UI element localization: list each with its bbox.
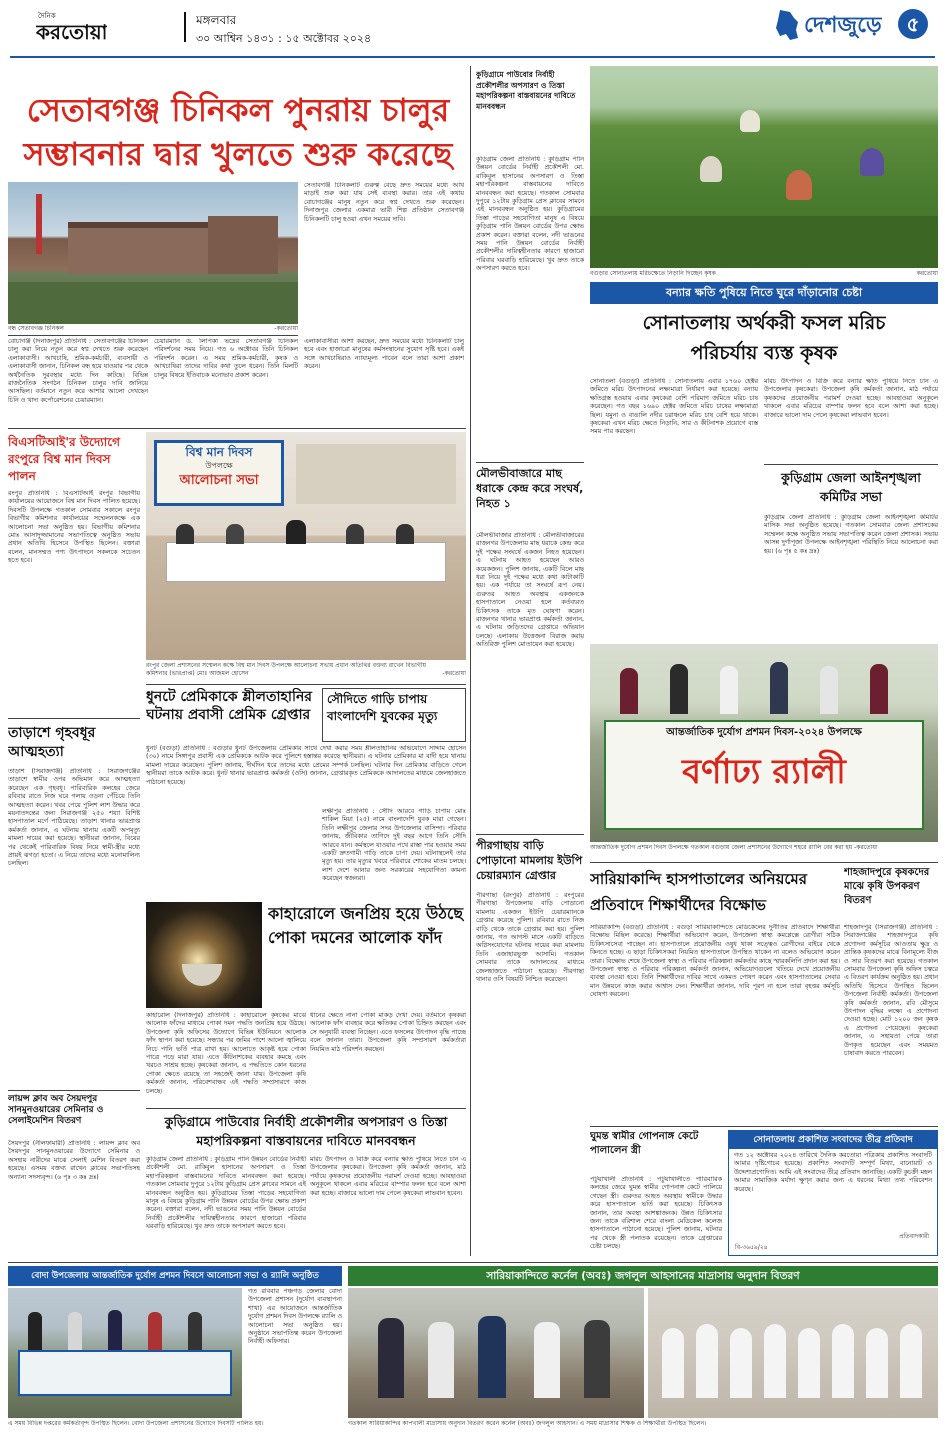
maulvi-top-rule — [476, 462, 584, 463]
lead-body-col-2: চেয়ারম্যান ড. লিপিকা ভদ্রের সেতাবগঞ্জ চিনিকল পরিদর্শনের সময় নিয়ে। গত ৬ অক্টোবর তিনি চিনিকল পরিদর্শন করেন। এ সময় শ্রমিক-কর্মচারী, কৃষক ও আখচাষিরা তাদের দাবির কথা তুলে ধরেন। তিনি মিলটি চালুর বিষয়ে ইতিবাচক মনোভাব প্রকাশ করেন। — [154, 338, 298, 379]
tarash-body: তাড়াশ (সিরাজগঞ্জ) প্রতিনিধি : সিরাজগঞ্জের তাড়াশে স্বামীর ওপর অভিমান করে আত্মহত্যা করেছেন এক গৃহবধূ। পারিবারিক কলহের জেরে রবিবার রাতে নিজ ঘরে গলায় ওড়না পেঁচিয়ে তিনি আত্মহত্যা করেন। খবর পেয়ে পুলিশ লাশ উদ্ধার করে ময়নাতদন্তের জন্য সিরাজগঞ্জ ২৫০ শয্যা বিশিষ্ট হাসপাতাল মর্গে পাঠিয়েছে। তাড়াশ থানার ভারপ্রাপ্ত কর্মকর্তা জানান, এ ঘটনায় থানায় একটি অপমৃত্যু মামলা দায়ের করা হয়েছে। স্থানীয়রা জানান, বিয়ের পর থেকেই পারিবারিক বিষয় নিয়ে স্বামী-স্ত্রীর মধ্যে প্রায়ই ঝগড়া হতো। এ নিয়ে তাদের মধ্যে মনোমালিন্য চলছিল। — [8, 768, 140, 868]
lions-body: সৈয়দপুর (নীলফামারী) প্রতিনিধি : লায়ন্স ক্লাব অব সৈয়দপুর সানমুনওয়ারের উদ্যোগে সেমিনার ও অসহায় নারীদের মাঝে সেলাই মেশিন বিতরণ করা হয়েছে। এসময় বক্তব্য রাখেন ক্লাবের সভাপতিসহ অন্যান্য সদস্যবৃন্দ। (৬ পৃঃ ৩ কঃ দ্রঃ) — [8, 1140, 140, 1181]
light-trap-body-2: ধানের ক্ষেতে নানা পোকা মাকড় দেখা দেয়। বর্তমানে কৃষকরা আলোক ফাঁদ ব্যবহার করে ক্ষতিকর পোকা চিহ্নিত করছেন এবং সে অনুযায়ী ব্যবস্থা নিচ্ছেন। এতে ফসলের উৎপাদন বৃদ্ধি পাচ্ছে বলে জানান তারা। উপজেলা কৃষি সম্প্রসারণ কর্মকর্তারা নিয়মিত মাঠ পরিদর্শন করছেন। — [310, 1012, 466, 1053]
kurigram-law-headline: কুড়িগ্রাম জেলা আইনশৃঙ্খলা কমিটির সভা — [781, 470, 921, 504]
husband-headline: ঘুমন্ত স্বামীর গোপনাঙ্গ কেটে পালালেন স্ত্রী — [590, 1131, 699, 1156]
sugar-mill-photo — [8, 182, 298, 324]
lead-headline-line-2: সম্ভাবনার দ্বার খুলতে শুরু করেছে — [23, 135, 453, 173]
maulvi-headline: মৌলভীবাজারে মাছ ধরাকে কেন্দ্র করে সংঘর্ষ, নিহত ১ — [476, 467, 584, 510]
pirgachha-body: পীরগাছা (রংপুর) প্রতিনিধি : রংপুরের পীরগাছা উপজেলায় বাড়ি পোড়ানো মামলায় একজন ইউপি চেয়ারম্যানকে গ্রেপ্তার করেছে পুলিশ। রবিবার রাতে নিজ বাড়ি থেকে তাকে গ্রেপ্তার করা হয়। পুলিশ জানায়, গত আগস্ট মাসে একটি বাড়িতে অগ্নিসংযোগের ঘটনায় দায়ের করা মামলায় তিনি এজাহারভুক্ত আসামি। গতকাল সোমবার তাকে আদালতের মাধ্যমে জেলহাজতে পাঠানো হয়েছে। পীরগাছা থানার ওসি বিষয়টি নিশ্চিত করেছেন। — [476, 892, 584, 984]
light-trap-photo — [146, 902, 262, 1008]
pirgachha-headline: পীরগাছায় বাড়ি পোড়ানো মামলায় ইউপি চেয়ারম্যান গ্রেপ্তার — [476, 839, 583, 882]
rally-banner-line-1: আন্তর্জাতিক দুর্যোগ প্রশমন দিবস-২০২৪ উপলক্ষে — [666, 727, 862, 738]
dhunat-body: ধুনট (বগুড়া) প্রতিনিধি : বগুড়ার ধুনট উপজেলায় প্রেমিকার সাথে দেখা করার সময় শ্লীলতাহানির অভিযোগে সাদ্দাম হোসেন (৩০) নামে সিঙ্গাপুর প্রবাসী এক প্রেমিককে আটক করে পুলিশে হস্তান্তর করেছে স্থানীয়রা। এ ঘটনায় প্রেমিকার মা বাদী হয়ে থানায় মামলা দায়ের করেছেন। পুলিশ জানায়, দীর্ঘদিন ধরে তাদের মধ্যে প্রেমের সম্পর্ক চলছিল। ঘটনার দিন প্রেমিকার বাড়িতে গেলে স্থানীয়রা তাকে আটক করে। ধুনট থানার ভারপ্রাপ্ত কর্মকর্তা (ওসি) জানান, গ্রেপ্তারকৃত প্রেমিককে আদালতের মাধ্যমে জেলহাজতে পাঠানো হয়েছে। — [146, 745, 466, 786]
protest-notice-signer: প্রতিবাদকারী — [899, 1233, 929, 1240]
seminar-banner-line-1: বিশ্ব মান দিবস — [185, 445, 253, 459]
sugar-mill-caption: বন্ধ সেতাবগঞ্জ চিনিকল — [8, 325, 64, 332]
protest-notice-box — [728, 1130, 938, 1256]
pirgachha-top-rule — [476, 834, 584, 835]
flood-recovery-text: বন্যার ক্ষতি পুষিয়ে নিতে ঘুরে দাঁড়ানোর চেষ্টা — [665, 286, 863, 299]
madrasa-photo-left — [348, 1288, 644, 1418]
sonatala-headline-line-1: সোনাতলায় অর্থকরী ফসল মরিচ — [642, 312, 886, 334]
lead-headline — [8, 88, 468, 184]
husband-body: পটুয়াখালী প্রতিনিধি : পটুয়াখালীতে পারিবারিক কলহের জেরে ঘুমন্ত স্বামীর গোপনাঙ্গ কেটে পালিয়ে গেছেন স্ত্রী। গুরুতর আহত অবস্থায় স্বামীকে উদ্ধার করে হাসপাতালে ভর্তি করা হয়েছে। চিকিৎসক জানান, তার অবস্থা আশঙ্কাজনক। উন্নত চিকিৎসার জন্য তাকে বরিশাল শেরে বাংলা মেডিকেল কলেজ হাসপাতালে পাঠানো হয়েছে। পুলিশ জানায়, ঘটনার পর থেকে স্ত্রী পলাতক রয়েছেন। তাকে গ্রেপ্তারের চেষ্টা চলছে। — [590, 1176, 722, 1251]
page-number: ৫ — [906, 12, 920, 36]
bsti-body: রংপুর প্রতিনিধি : বিএসটিআই রংপুর বিভাগীয় কার্যালয়ের আয়োজনে বিশ্ব মান দিবস পালিত হয়েছে। দিবসটি উপলক্ষে গতকাল সোমবার সকালে রংপুর বিভাগীয় কমিশনার কার্যালয়ের সম্মেলনকক্ষে এক আলোচনা সভা অনুষ্ঠিত হয়। বিভাগীয় কমিশনার মোঃ আসাদুজ্জামানের সভাপতিত্বে অনুষ্ঠিত সভায় প্রধান অতিথি হিসেবে উপস্থিত ছিলেন। বক্তারা বলেন, মানসম্মত পণ্য উৎপাদনে সকলকে সচেতন হতে হবে। — [8, 490, 140, 565]
dhunat-headline: ধুনটে প্রেমিকাকে শ্লীলতাহানির ঘটনায় প্রবাসী প্রেমিক গ্রেপ্তার — [146, 689, 313, 723]
lead-body-col-3: সেতাবগঞ্জ চিনিকলটি গুরুত্ব বেছে দ্রুত সময়ের মধ্যে আখ মাড়াই শুরু করা যায় সেই ব্যবস্থা করার। তার এই কথায় বোচাগঞ্জের মানুষ নতুন করে স্বপ্ন দেখতে শুরু করেছেন। দিনাজপুর জেলার একমাত্র ভারী শিল্প প্রতিষ্ঠান সেতাবগঞ্জ চিনিকলটি চালু হওয়া এখন সময়ের দাবি। — [304, 182, 464, 223]
boda-caption: এ সময় বিভিন্ন দপ্তরের কর্মকর্তাবৃন্দ উপস্থিত ছিলেন। বোদা উপজেলা প্রশাসনের উদ্যোগে দিবসটি পালিত হয়। — [8, 1420, 264, 1427]
lead-body-col-4: এলাকাবাসীরা আশা করছেন, দ্রুত সময়ের মধ্যে চিনিকলটি চালু হবে এবং হাজারো মানুষের কর্মসংস্থানের সুযোগ সৃষ্টি হবে। একই সঙ্গে আখচাষিরাও ন্যায্যমূল্য পাবেন বলে তারা আশা প্রকাশ করেন। — [304, 338, 464, 371]
kurigram-lower-headline: কুড়িগ্রামে পাউবোর নির্বাহী প্রকৌশলীর অপসারণ ও তিস্তা মহাপরিকল্পনা বাস্তবায়নের দাবিতে মানববন্ধন — [164, 1114, 448, 1148]
tarash-headline: তাড়াশে গৃহবধূর আত্মহত্যা — [8, 725, 96, 760]
issue-date: ৩০ আশ্বিন ১৪৩১ : ১৫ অক্টোবর ২০২৪ — [196, 32, 372, 45]
masthead-divider — [184, 12, 186, 42]
kurigram-top-body: কুড়িগ্রাম জেলা প্রতিনিধি : কুড়িগ্রাম পানি উন্নয়ন বোর্ডের নির্বাহী প্রকৌশলী মো. রাকিবুল হাসানের অপসারণ ও তিস্তা মহাপরিকল্পনা বাস্তবায়নের দাবিতে মানববন্ধন করা হয়েছে। গতকাল সোমবার দুপুরে ১২টায় কুড়িগ্রাম প্রেস ক্লাবের সামনে এই মানববন্ধন অনুষ্ঠিত হয়। কুড়িগ্রামের তিস্তা পাড়ের সহযোগিতা মানুষ এ বিষয়ে কুড়িগ্রাম পানি উন্নয়ন বোর্ডের উপর ক্ষোভ প্রকাশ করেন। বক্তারা বলেন, নদী ভাঙনের সময় পানি উন্নয়ন বোর্ডের নির্বাহী প্রকৌশলীর দায়িত্বহীনতার কারণে হাজারো পরিবার ঘরবাড়ি হারিয়েছে। খুব দ্রুত তাকে অপসারণ করতে হবে। — [476, 156, 584, 273]
husband-top-rule — [590, 1126, 938, 1127]
sonatala-headline — [590, 308, 938, 372]
seminar-banner-line-2: উপলক্ষে — [205, 461, 233, 470]
kurigram-top-rule — [146, 1108, 466, 1109]
protest-notice-title: সোনাতলায় প্রকাশিত সংবাদের তীব্র প্রতিবাদ — [753, 1135, 913, 1145]
map-icon — [772, 8, 800, 42]
chili-field-caption: বগুড়ার সোনাতলায় মরিচক্ষেতে নিড়ানি দিচ্ছেন কৃষক — [590, 270, 716, 277]
sariakandi-headline: সারিয়াকান্দি হাসপাতালের অনিয়মের প্রতিবাদে শিক্ষার্থীদের বিক্ষোভ — [590, 870, 808, 914]
flood-recovery-bar — [590, 282, 938, 304]
seminar-credit: -করতোয়া — [442, 670, 466, 677]
paper-logo: করতোয়া — [36, 20, 108, 44]
rally-caption: আন্তর্জাতিক দুর্যোগ প্রশমন দিবস উপলক্ষে গতকাল বগুড়ায় জেলা প্রশাসনের উদ্যোগে শহরে র‍্যালি বের করা হয় -করতোয়া — [590, 844, 878, 851]
seminar-rule — [146, 684, 466, 685]
protest-notice-title-bar — [729, 1131, 937, 1149]
rally-banner-line-2: বর্ণাঢ্য র‍্যালী — [682, 752, 846, 792]
saudi-headline-box — [322, 688, 466, 742]
protest-notice-ref: বি-৩৬৫৯/২৪ — [735, 1244, 768, 1251]
seminar-photo — [146, 432, 466, 660]
sonatala-body-col-1: সোনাতলা (বগুড়া) প্রতিনিধি : সোনাতলায় এবার ১৭৬০ হেক্টর জমিতে মরিচ উৎপাদনের লক্ষ্যমাত্রা নির্ধারণ করা হয়েছে। বন্যায় ক্ষতিগ্রস্ত হওয়ায় এবার কৃষকেরা বেশি পরিমাণ জমিতে মরিচ চাষ করেছেন। গত বছর ১৬৯০ হেক্টর জমিতে মরিচ চাষের লক্ষ্যমাত্রা ছিল। যমুনা ও বাঙালি নদীর চরাঞ্চলে মরিচ চাষ বেশি হয়ে থাকে। কৃষকেরা এখন মরিচ ক্ষেতে নিড়ানি, সার ও কীটনাশক প্রয়োগে ব্যস্ত সময় পার করছেন। — [590, 378, 758, 436]
kurigram-lower-body-1: কুড়িগ্রাম জেলা প্রতিনিধি : কুড়িগ্রাম পানি উন্নয়ন বোর্ডের নির্বাহী প্রকৌশলী মো. রাকিবুল হাসানের অপসারণ ও তিস্তা মহাপরিকল্পনা বাস্তবায়নের দাবিতে মানববন্ধন করা হয়েছে। গতকাল সোমবার দুপুরে ১২টায় কুড়িগ্রাম প্রেস ক্লাবের সামনে এই মানববন্ধন অনুষ্ঠিত হয়। কুড়িগ্রামের তিস্তা পাড়ের সহযোগিতা মানুষ এ বিষয়ে কুড়িগ্রাম পানি উন্নয়ন বোর্ডের উপর ক্ষোভ প্রকাশ করেন। বক্তারা বলেন, নদী ভাঙনের সময় পানি উন্নয়ন বোর্ডের নির্বাহী প্রকৌশলীর দায়িত্বহীনতার কারণে হাজারো পরিবার ঘরবাড়ি হারিয়েছে। খুব দ্রুত তাকে অপসারণ করতে হবে। — [146, 1156, 306, 1231]
masthead-rule — [10, 56, 935, 58]
maulvi-body: মৌলভীবাজার প্রতিনিধি : মৌলভীবাজারের রাজনগর উপজেলায় মাছ ধরাকে কেন্দ্র করে দুই পক্ষের সংঘর্ষে একজন নিহত হয়েছেন। এ ঘটনায় আহত হয়েছেন আরও কয়েকজন। পুলিশ জানায়, একটি বিলে মাছ ধরা নিয়ে দুই পক্ষের মধ্যে কথা কাটাকাটি হয়। এক পর্যায়ে তা সংঘর্ষে রূপ নেয়। গুরুতর আহত অবস্থায় একজনকে হাসপাতালে নেওয়া হলে কর্তব্যরত চিকিৎসক তাকে মৃত ঘোষণা করেন। রাজনগর থানার ভারপ্রাপ্ত কর্মকর্তা জানান, এ ঘটনায় জড়িতদের গ্রেপ্তারে অভিযান চলছে। এলাকায় উত্তেজনা বিরাজ করায় অতিরিক্ত পুলিশ মোতায়েন করা হয়েছে। — [476, 532, 584, 649]
bsti-headline: বিএসটিআই'র উদ্যোগে রংপুরে বিশ্ব মান দিবস পালন — [8, 435, 120, 483]
light-trap-body: কাহারোল (দিনাজপুর) প্রতিনিধি : কাহারোলে কৃষকের মাঝে আলোক ফাঁদের মাধ্যমে পোকা দমন পদ্ধতি জনপ্রিয় হয়ে উঠছে। উপজেলা কৃষি অফিসের উদ্যোগে বিভিন্ন ইউনিয়নে আলোক ফাঁদ স্থাপন করা হয়েছে। সন্ধ্যার পর জমির পাশে আলো জ্বালিয়ে নিচে পানি ভর্তি পাত্র রাখা হয়। আলোতে আকৃষ্ট হয়ে পোকা পাত্রে পড়ে মারা যায়। এতে কীটনাশকের ব্যবহার কমছে এবং খরচও সাশ্রয় হচ্ছে। কৃষকেরা জানান, এ পদ্ধতিতে কোন ধরনের পোকা ক্ষেতে রয়েছে তা সহজেই জানা যায়। উপজেলা কৃষি কর্মকর্তা জানান, পরিবেশবান্ধব এই পদ্ধতি সম্প্রসারণে কাজ চলছে। — [146, 1012, 306, 1095]
boda-headline-bar — [8, 1266, 342, 1286]
paper-small-label: দৈনিক — [38, 12, 56, 20]
saudi-headline: সৌদিতে গাড়ি চাপায় বাংলাদেশি যুবকের মৃত্যু — [327, 692, 438, 723]
lead-body-col-1: বোচাগঞ্জ (দিনাজপুর) প্রতিনিধি : সেতাবগঞ্জের চিনিকল চালু করা নিয়ে নতুন করে স্বপ্ন দেখতে শুরু করেছেন এলাকাবাসী। আখচাষি, শ্রমিক-কর্মচারী, ব্যবসায়ী ও এলাকাবাসী জানান, চিনিকল বন্ধ হয়ে যাওয়ার পর থেকে অর্থনৈতিক দুরবস্থার মধ্যে দিন কাটছে। বিভিন্ন রাজনৈতিক সংগঠন চিনিকল চালুর দাবি জানিয়ে আসছিল। বর্তমানে নতুন করে আশার আলো দেখছেন চিনি ও খাদ্য কর্পোরেশনের চেয়ারম্যান। — [8, 338, 148, 404]
light-trap-headline: কাহারোলে জনপ্রিয় হয়ে উঠছে পোকা দমনের আলোক ফাঁদ — [268, 904, 464, 947]
chili-field-credit: করতোয়া — [916, 270, 938, 277]
kurigram-law-body: কুড়িগ্রাম জেলা প্রতিনিধি : কুড়িগ্রাম জেলা আইনশৃঙ্খলা কমিটির মাসিক সভা অনুষ্ঠিত হয়েছে। গতকাল সোমবার জেলা প্রশাসকের সম্মেলন কক্ষে অনুষ্ঠিত সভায় সভাপতিত্ব করেন জেলা প্রশাসক। সভায় আসন্ন দুর্গাপূজা উপলক্ষে আইনশৃঙ্খলা পরিস্থিতি নিয়ে আলোচনা করা হয়। (৬ পৃঃ ৫ কঃ দ্রঃ) — [764, 514, 938, 555]
bottom-strip-rule — [8, 1262, 938, 1263]
col-divider-center — [470, 66, 471, 1256]
lions-headline: লায়ন্স ক্লাব অব সৈয়দপুর সানমুনওয়ারের সেমিনার ও সেলাইমেশিন বিতরণ — [8, 1094, 104, 1126]
sariakandi-body: সারিয়াকান্দি (বগুড়া) প্রতিনিধি : বগুড়া সারিয়াকান্দিতে মেডিকেলের দুর্নীতির প্রতিবাদে শিক্ষার্থীরা বিক্ষোভ মিছিল করেছে। শিক্ষার্থীরা অভিযোগ করেন, উপজেলা স্বাস্থ্য কমপ্লেক্সে রোগীরা সঠিক চিকিৎসাসেবা পাচ্ছেন না। হাসপাতালে প্রয়োজনীয় ওষুধ থাকা সত্ত্বেও রোগীদের বাইরে থেকে কিনতে হচ্ছে। এ ছাড়া চিকিৎসকরা নিয়মিত হাসপাতালে উপস্থিত থাকেন না বলেও অভিযোগ করেন তারা। বিক্ষোভ শেষে উপজেলা স্বাস্থ্য ও পরিবার পরিকল্পনা কর্মকর্তার কাছে স্মারকলিপি প্রদান করা হয়। উপজেলা স্বাস্থ্য ও পরিবার পরিকল্পনা কর্মকর্তা জানান, অভিযোগগুলো খতিয়ে দেখে প্রয়োজনীয় ব্যবস্থা নেওয়া হবে। তিনি শিক্ষার্থীদের দাবির সাথে একমত পোষণ করেন এবং হাসপাতালের সেবার মান উন্নয়নে কাজ করার আশ্বাস দেন। শিক্ষার্থীরা জানান, দাবি পূরণ না হলে তারা বৃহত্তর কর্মসূচি ঘোষণা করবেন। — [590, 924, 840, 999]
rally-bottom-rule — [590, 862, 938, 863]
sonatala-body-col-2: মরিচ উৎপাদন ও বিক্রি করে বন্যার ক্ষতি পুষিয়ে নিতে চান এ উপজেলার কৃষকেরা। উপজেলা কৃষি কর্মকর্তা জানান, মাঠ পর্যায়ে কৃষকদের প্রয়োজনীয় পরামর্শ দেওয়া হচ্ছে। আবহাওয়া অনুকূলে থাকলে এবার মরিচের বাম্পার ফলন হবে বলে আশা করা হচ্ছে। বাজারে ভালো দাম পেলে কৃষকেরা লাভবান হবেন। — [764, 378, 938, 419]
rally-photo — [590, 644, 938, 842]
sugar-mill-credit: -করতোয়া — [274, 325, 298, 332]
tarash-top-rule — [8, 718, 140, 719]
section-name: দেশজুড়ে — [804, 13, 882, 38]
page-number-badge — [898, 9, 928, 39]
kurigram-lower-body-2: মরিচ উৎপাদন ও বিক্রি করে বন্যার ক্ষতি পুষিয়ে নিতে চান এ উপজেলার কৃষকেরা। উপজেলা কৃষি কর্মকর্তা জানান, মাঠ পর্যায়ে কৃষকদের প্রয়োজনীয় পরামর্শ দেওয়া হচ্ছে। আবহাওয়া অনুকূলে থাকলে এবার মরিচের বাম্পার ফলন হবে বলে আশা করা হচ্ছে। বাজারে ভালো দাম পেলে কৃষকেরা লাভবান হবেন। — [310, 1156, 466, 1197]
sariakandi-madrasa-headline: সারিয়াকান্দিতে কর্নেল (অবঃ) জগলুল আহসানের মাদ্রাসায় অনুদান বিতরণ — [486, 1270, 800, 1282]
shahjadpur-headline: শাহজাদপুরে কৃষকদের মাঝে কৃষি উপকরণ বিতরণ — [844, 867, 930, 906]
issue-day: মঙ্গলবার — [196, 13, 237, 27]
kurigram-top-headline: কুড়িগ্রামে পাউবোর নির্বাহী প্রকৌশলীর অপসারণ ও তিস্তা মহাপরিকল্পনা বাস্তবায়নের দাবিতে মানববন্ধন — [476, 70, 576, 111]
boda-photo — [8, 1288, 242, 1418]
boda-headline: বোদা উপজেলায় আন্তর্জাতিক দুর্যোগ প্রশমন দিবসে আলোচনা সভা ও র‍্যালি অনুষ্ঠিত — [31, 1271, 319, 1281]
saudi-body: লক্ষীপুর প্রতিনিধি : সৌদি আরবে গাড়ি চাপায় মোঃ শাকিল মিয়া (২৫) নামে বাংলাদেশি যুবক মারা গেছেন। তিনি লক্ষীপুর জেলার সদর উপজেলার বাসিন্দা। পরিবার জানায়, জীবিকার তাগিদে দুই বছর আগে তিনি সৌদি আরবে যান। কর্মস্থলে যাওয়ার পথে রাস্তা পার হওয়ার সময় একটি দ্রুতগামী গাড়ি তাকে চাপা দেয়। ঘটনাস্থলেই তার মৃত্যু হয়। তার মৃত্যুর খবরে পরিবারে শোকের মাতম চলছে। লাশ দেশে আনার জন্য সরকারের সহযোগিতা কামনা করেছেন স্বজনরা। — [322, 808, 466, 883]
sariakandi-madrasa-headline-bar — [348, 1266, 938, 1286]
shahjadpur-body: শাহজাদপুর (সিরাজগঞ্জ) প্রতিনিধি : সিরাজগঞ্জের শাহজাদপুরে কৃষি প্রণোদনা কর্মসূচির আওতায় ক্ষুদ্র ও প্রান্তিক কৃষকদের মাঝে বিনামূল্যে বীজ ও সার বিতরণ করা হয়েছে। গতকাল সোমবার উপজেলা কৃষি অফিস চত্বরে এ বিতরণ কার্যক্রম অনুষ্ঠিত হয়। প্রধান অতিথি হিসেবে উপস্থিত ছিলেন উপজেলা নির্বাহী কর্মকর্তা। উপজেলা কৃষি কর্মকর্তা জানান, রবি মৌসুমে উৎপাদন বৃদ্ধির লক্ষ্যে এ প্রণোদনা দেওয়া হচ্ছে। মোট ১২০০ জন কৃষক এ প্রণোদনা পেয়েছেন। কৃষকেরা জানান, এ সহায়তা পেয়ে তারা উপকৃত হয়েছেন এবং সময়মত চাষাবাদ করতে পারবেন। — [844, 924, 938, 1058]
protest-notice-body: গত ১২ অক্টোবর ২০২৪ তারিখে দৈনিক করতোয়া পত্রিকায় প্রকাশিত সংবাদটি আমার দৃষ্টিগোচর হয়েছে। প্রকাশিত সংবাদটি সম্পূর্ণ মিথ্যা, বানোয়াট ও উদ্দেশ্যপ্রণোদিত। আমি এই সংবাদের তীব্র প্রতিবাদ জানাচ্ছি। একটি কুচক্রী মহল আমার সামাজিক মর্যাদা ক্ষুণ্ন করার জন্য এ ধরনের মিথ্যা তথ্য পরিবেশন করেছে। — [734, 1152, 932, 1193]
madrasa-photo-right — [648, 1288, 938, 1418]
boda-body: গত রবিবার পঞ্চগড় জেলার বোদা উপজেলা প্রশাসন (দুর্যোগ ব্যবস্থাপনা শাখা) এর আয়োজনে আন্তর্জাতিক দুর্যোগ প্রশমন দিবস উপলক্ষে র‍্যালি ও আলোচনা সভা অনুষ্ঠিত হয়। অনুষ্ঠানে সভাপতিত্ব করেন উপজেলা নির্বাহী অফিসার। — [248, 1288, 342, 1346]
seminar-caption: রংপুর জেলা প্রশাসনের সম্মেলন কক্ষে বিশ্ব মান দিবস উপলক্ষে আলোচনা সভায় প্রধান অতিথির বক্তব্য রাখেন বিভাগীয় কমিশনার (ভারপ্রাপ্ত) মোঃ আজমল হোসেন — [146, 662, 427, 677]
seminar-banner-line-3: আলোচনা সভা — [179, 473, 259, 488]
masthead — [0, 0, 945, 62]
kurigram-law-top-rule — [764, 464, 938, 465]
lions-top-rule — [8, 1090, 140, 1091]
lead-bottom-rule — [8, 428, 466, 429]
sonatala-headline-line-2: পরিচর্যায় ব্যস্ত কৃষক — [690, 342, 838, 364]
chili-field-photo — [590, 66, 938, 268]
sariakandi-madrasa-caption: গতকাল সারিয়াকান্দির কাপখালী মাদ্রাসায় অনুদান বিতরণ করেন কর্নেল (অবঃ) জগলুল আহসান। এ সময় মাদ্রাসার শিক্ষক ও শিক্ষার্থীরা উপস্থিত ছিলেন। — [348, 1420, 707, 1427]
lead-headline-line-1: সেতাবগঞ্জ চিনিকল পুনরায় চালুর — [26, 91, 450, 129]
lead-photo-rule — [8, 335, 298, 336]
